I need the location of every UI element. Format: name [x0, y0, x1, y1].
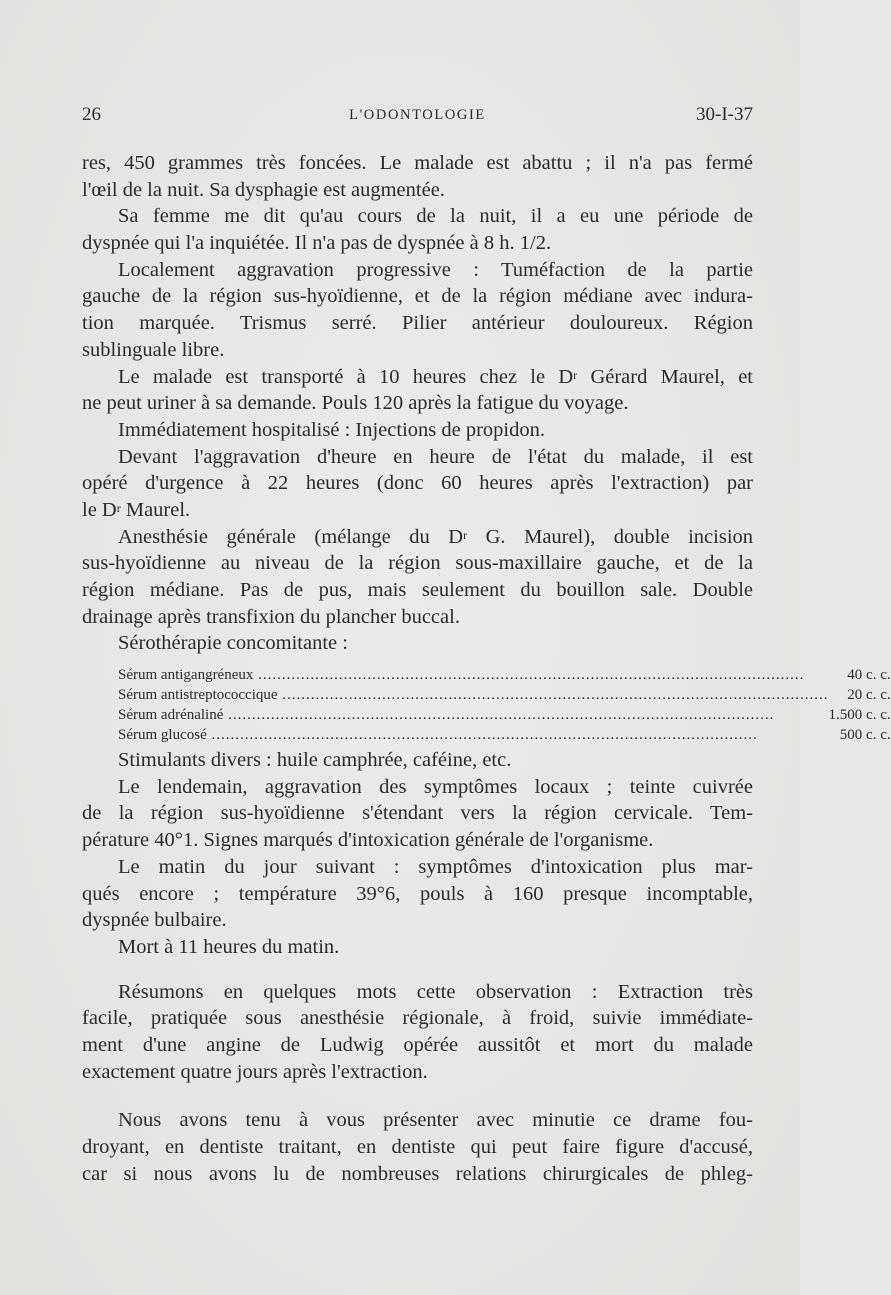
text-line: pérature 40°1. Signes marqués d'intoxication générale de l'organisme. [82, 829, 654, 852]
text-segment: Anesthésie générale (mélange du D [118, 525, 464, 548]
text-line: Sa femme me dit qu'au cours de la nuit, il a eu une période de [118, 205, 753, 228]
text-line: res, 450 grammes très foncées. Le malade est abattu ; il n'a pas fermé [82, 152, 753, 174]
text-line: car si nous avons lu de nombreuses relations chirurgicales de phleg- [82, 1162, 753, 1185]
text-line: gauche de la région sus-hyoïdienne, et de la région médiane avec indura- [82, 285, 753, 308]
journal-title: L'ODONTOLOGIE [349, 107, 486, 123]
table-row [118, 725, 891, 745]
serum-dose: 500 c. c. [839, 727, 891, 744]
serum-name: Sérum antistreptococcique ..... [118, 685, 829, 705]
text-line: tion marquée. Trismus serré. Pilier antérieur douloureux. Région [82, 312, 753, 335]
text-line: droyant, en dentiste traitant, en dentiste qui peut faire figure d'accusé, [82, 1136, 753, 1158]
text-line: dyspnée bulbaire. [82, 909, 227, 932]
text-segment: Maurel. [125, 498, 191, 521]
paragraph-gap [82, 1085, 753, 1107]
text-line: Immédiatement hospitalisé : Injections de propidon. [118, 418, 545, 441]
text-line: sublinguale libre. [82, 338, 225, 361]
text-line: opéré d'urgence à 22 heures (donc 60 heures après l'extraction) par [82, 472, 753, 495]
text-segment: G. Maurel), double incision [485, 525, 754, 548]
serum-dose: 1.500 c. c. [828, 707, 891, 724]
text-line: de la région sus-hyoïdienne s'étendant vers la région cervicale. Tem- [82, 802, 753, 825]
text-line [82, 364, 753, 391]
text-line: ment d'une angine de Ludwig opérée aussitôt et mort du malade [82, 1033, 753, 1056]
text-line: ne peut uriner à sa demande. Pouls 120 après la fatigue du voyage. [82, 392, 629, 415]
text-line: Stimulants divers : huile camphrée, caféine, etc. [118, 749, 512, 772]
page-number: 26 [82, 104, 101, 125]
text-line: Le matin du jour suivant : symptômes d'intoxication plus mar- [118, 855, 753, 878]
text-line: Nous avons tenu à vous présenter avec minutie ce drame fou- [118, 1109, 753, 1132]
text-line: Résumons en quelques mots cette observation : Extraction très [118, 980, 753, 1003]
serum-name: Sérum adrénaliné ..... [118, 705, 829, 725]
text-line [82, 497, 753, 524]
text-line [82, 524, 753, 551]
serum-dose: 40 c. c. [847, 667, 891, 684]
serum-name: Sérum antigangréneux ..... [118, 665, 829, 685]
text-line: sus-hyoïdienne au niveau de la région sous-maxillaire gauche, et de la [82, 552, 753, 575]
paragraph-gap [82, 961, 753, 979]
superscript: r [463, 527, 468, 542]
serum-dose: 20 c. c. [847, 687, 891, 704]
text-line: l'œil de la nuit. Sa dysphagie est augmentée. [82, 178, 445, 201]
text-line: drainage après transfixion du plancher buccal. [82, 605, 460, 628]
text-segment: Le malade est transporté à 10 heures chez le D [118, 365, 574, 388]
text-line: Sérothérapie concomitante : [118, 632, 348, 655]
text-line: facile, pratiquée sous anesthésie régionale, à froid, suivie immédiate- [82, 1007, 753, 1030]
table-row [118, 685, 891, 705]
text-line: Mort à 11 heures du matin. [118, 935, 340, 958]
text-line: région médiane. Pas de pus, mais seulement du bouillon sale. Double [82, 579, 753, 601]
table-row [118, 665, 891, 685]
text-line: dyspnée qui l'a inquiétée. Il n'a pas de dyspnée à 8 h. 1/2. [82, 232, 552, 255]
serum-name: Sérum glucosé ..... [118, 725, 829, 745]
text-line: exactement quatre jours après l'extraction. [82, 1060, 428, 1083]
superscript: r [573, 367, 578, 382]
running-header [82, 104, 753, 130]
text-segment: le D [82, 498, 117, 521]
table-row [118, 705, 891, 725]
text-line: qués encore ; température 39°6, pouls à 160 presque incomptable, [82, 882, 753, 905]
superscript: r [116, 500, 121, 515]
text-segment: Gérard Maurel, et [590, 365, 753, 388]
text-line: Le lendemain, aggravation des symptômes locaux ; teinte cuivrée [118, 775, 753, 798]
text-line: Localement aggravation progressive : Tuméfaction de la partie [118, 258, 753, 281]
serum-table [118, 665, 891, 745]
article-body [82, 150, 891, 1187]
text-line: Devant l'aggravation d'heure en heure de l'état du malade, il est [118, 445, 753, 468]
issue-date: 30-I-37 [696, 104, 753, 125]
